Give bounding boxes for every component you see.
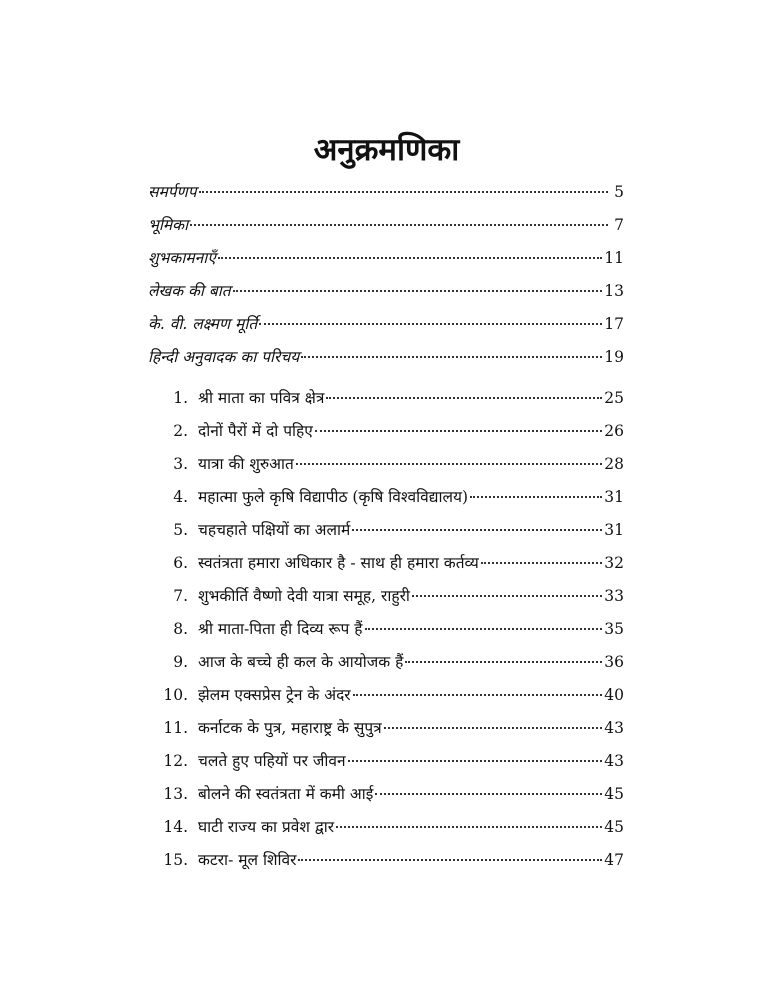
toc-entry-label: हिन्दी अनुवादक का परिचय	[148, 348, 300, 366]
dot-leader	[259, 323, 602, 325]
dot-leader	[218, 257, 602, 259]
toc-entry-preliminary[interactable]	[148, 213, 624, 246]
chapter-number: 15.	[163, 851, 188, 869]
toc-page-number: 31	[604, 521, 624, 539]
dot-leader	[470, 496, 602, 498]
toc-entry-label: समर्पणप	[148, 183, 197, 201]
dot-leader	[412, 595, 602, 597]
chapter-number: 8.	[173, 620, 188, 638]
toc-entry-chapter[interactable]	[148, 386, 624, 419]
toc-entry-chapter[interactable]	[148, 419, 624, 452]
chapter-number: 13.	[163, 785, 188, 803]
toc-entry-label: शुभकीर्ति वैष्णो देवी यात्रा समूह, राहुरी	[198, 587, 410, 605]
table-of-contents	[148, 180, 624, 881]
dot-leader	[481, 562, 602, 564]
dot-leader	[336, 826, 602, 828]
dot-leader	[365, 628, 603, 630]
toc-entry-label: आज के बच्चे ही कल के आयोजक हैं	[198, 653, 404, 671]
toc-page-number: 31	[604, 488, 624, 506]
toc-entry-label: भूमिका	[148, 216, 189, 234]
toc-page-number: 28	[604, 455, 624, 473]
dot-leader	[326, 397, 602, 399]
toc-page-number: 13	[604, 282, 624, 300]
toc-page-number: 43	[604, 752, 624, 770]
toc-entry-label: श्री माता-पिता ही दिव्य रूप हैं	[198, 620, 363, 638]
toc-entry-label: चहचहाते पक्षियों का अलार्म	[198, 521, 351, 539]
toc-entry-preliminary[interactable]	[148, 279, 624, 312]
dot-leader	[301, 356, 602, 358]
toc-page-number: 43	[604, 719, 624, 737]
toc-page-number: 33	[604, 587, 624, 605]
toc-page-number: 45	[604, 785, 624, 803]
dot-leader	[353, 694, 603, 696]
toc-entry-label: कटरा- मूल शिविर	[198, 851, 297, 869]
toc-page-number: 40	[604, 686, 624, 704]
toc-entry-label: झेलम एक्सप्रेस ट्रेन के अंदर	[198, 686, 351, 704]
toc-entry-label: चलते हुए पहियों पर जीवन	[198, 752, 346, 770]
dot-leader	[296, 463, 602, 465]
dot-leader	[298, 859, 602, 861]
chapter-number: 10.	[163, 686, 188, 704]
chapter-number: 3.	[173, 455, 188, 473]
page-title: अनुक्रमणिका	[313, 132, 460, 168]
dot-leader	[384, 727, 603, 729]
toc-page-number: 45	[604, 818, 624, 836]
chapter-number: 2.	[173, 422, 188, 440]
toc-entry-label: शुभकामनाएँ	[148, 249, 216, 267]
dot-leader	[315, 430, 602, 432]
toc-entry-preliminary[interactable]	[148, 312, 624, 345]
dot-leader	[348, 760, 603, 762]
dot-leader	[375, 793, 602, 795]
dot-leader	[352, 529, 602, 531]
chapter-number: 14.	[163, 818, 188, 836]
toc-page-number: 19	[604, 348, 624, 366]
dot-leader	[405, 661, 602, 663]
toc-page-number: 35	[604, 620, 624, 638]
chapter-number: 12.	[163, 752, 188, 770]
chapter-number: 7.	[173, 587, 188, 605]
toc-entry-preliminary[interactable]	[148, 345, 624, 378]
toc-entry-chapter[interactable]	[148, 749, 624, 782]
toc-page-number: 5	[614, 183, 624, 201]
chapter-number: 9.	[173, 653, 188, 671]
toc-entry-chapter[interactable]	[148, 617, 624, 650]
toc-entry-chapter[interactable]	[148, 650, 624, 683]
toc-entry-chapter[interactable]	[148, 584, 624, 617]
chapter-number: 6.	[173, 554, 188, 572]
toc-entry-chapter[interactable]	[148, 485, 624, 518]
dot-leader	[233, 290, 603, 292]
section-gap	[148, 378, 624, 386]
toc-entry-label: महात्मा फुले कृषि विद्यापीठ (कृषि विश्वविद्यालय)	[198, 488, 469, 506]
toc-page-number: 7	[614, 216, 624, 234]
dot-leader	[190, 224, 608, 226]
toc-page-number: 32	[604, 554, 624, 572]
toc-page-number: 47	[604, 851, 624, 869]
toc-entry-preliminary[interactable]	[148, 180, 624, 213]
toc-entry-preliminary[interactable]	[148, 246, 624, 279]
chapter-number: 1.	[173, 389, 188, 407]
toc-page-number: 26	[604, 422, 624, 440]
toc-page-number: 25	[604, 389, 624, 407]
toc-entry-chapter[interactable]	[148, 848, 624, 881]
toc-entry-chapter[interactable]	[148, 518, 624, 551]
toc-entry-chapter[interactable]	[148, 782, 624, 815]
toc-page-number: 36	[604, 653, 624, 671]
toc-entry-chapter[interactable]	[148, 452, 624, 485]
toc-entry-chapter[interactable]	[148, 815, 624, 848]
chapter-number: 5.	[173, 521, 188, 539]
toc-entry-label: के. वी. लक्ष्मण मूर्ति	[148, 315, 258, 333]
toc-entry-chapter[interactable]	[148, 716, 624, 749]
toc-page-number: 11	[604, 249, 624, 267]
toc-entry-chapter[interactable]	[148, 683, 624, 716]
toc-entry-chapter[interactable]	[148, 551, 624, 584]
dot-leader	[199, 191, 608, 193]
toc-entry-label: लेखक की बात	[148, 282, 231, 300]
toc-entry-label: कर्नाटक के पुत्र, महाराष्ट्र के सुपुत्र	[198, 719, 382, 737]
chapter-number: 4.	[173, 488, 188, 506]
chapter-number: 11.	[163, 719, 188, 737]
toc-entry-label: घाटी राज्य का प्रवेश द्वार	[198, 818, 335, 836]
toc-entry-label: दोनों पैरों में दो पहिए	[198, 422, 313, 440]
toc-entry-label: स्वतंत्रता हमारा अधिकार है - साथ ही हमारा कर्तव्य	[198, 554, 479, 572]
toc-entry-label: बोलने की स्वतंत्रता में कमी आई	[198, 785, 374, 803]
toc-entry-label: यात्रा की शुरुआत	[198, 455, 294, 473]
toc-page-number: 17	[604, 315, 624, 333]
toc-entry-label: श्री माता का पवित्र क्षेत्र	[198, 389, 325, 407]
